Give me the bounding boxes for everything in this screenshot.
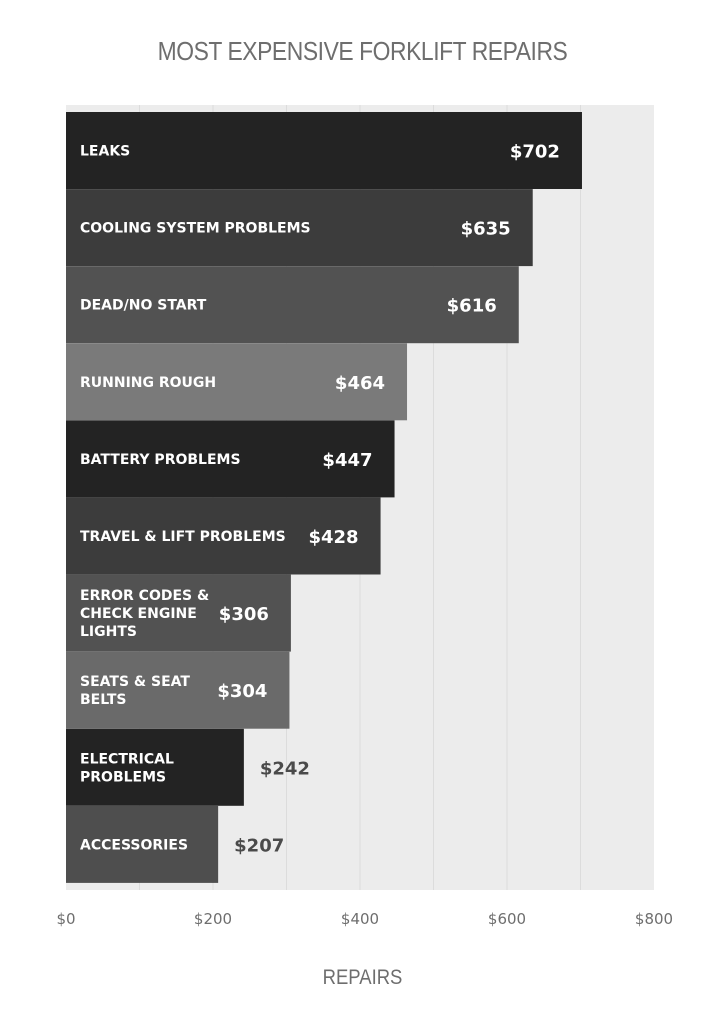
x-axis-title: REPAIRS [322, 966, 403, 989]
bar-category-label: LEAKS [80, 143, 131, 160]
bar-category-label: BATTERY PROBLEMS [80, 451, 241, 468]
bar-group [66, 343, 407, 420]
bar-group [66, 420, 395, 497]
bar-value-label: $635 [460, 218, 511, 240]
bar-value-label: $428 [308, 527, 359, 548]
x-axis-ticks [56, 910, 673, 928]
bar-value-label: $447 [322, 449, 373, 471]
x-tick-label: $200 [193, 910, 233, 928]
bar-value-label: $306 [218, 604, 269, 626]
bar-value-label: $304 [217, 681, 268, 703]
x-tick-label: $400 [340, 910, 380, 928]
x-tick-label: $800 [634, 910, 674, 928]
chart-title: MOST EXPENSIVE FORKLIFT REPAIRS [157, 36, 568, 66]
x-tick-label: $0 [56, 910, 76, 928]
bar-category-label: ACCESSORIES [80, 837, 189, 854]
bar-value-label: $207 [234, 835, 285, 857]
bar-value-label: $242 [259, 758, 310, 780]
bar-group [66, 498, 381, 575]
bar [66, 112, 582, 189]
bar-value-label: $464 [334, 372, 386, 394]
bar-value-label: $616 [446, 295, 497, 317]
bar-value-label: $702 [509, 141, 560, 163]
bar-group [66, 189, 533, 266]
bar-category-label: ERROR CODES & CHECK ENGINE LIGHTS [80, 588, 210, 641]
x-tick-label: $600 [487, 910, 527, 928]
bar-group [66, 266, 519, 343]
bar-category-label: TRAVEL & LIFT PROBLEMS [80, 529, 286, 545]
bar-category-label: ELECTRICAL PROBLEMS [80, 751, 174, 786]
bar-group [66, 652, 289, 729]
bar-group [66, 112, 582, 189]
bar-category-label: DEAD/NO START [80, 297, 207, 314]
bar-category-label: RUNNING ROUGH [80, 374, 217, 391]
bar-category-label: COOLING SYSTEM PROBLEMS [80, 220, 311, 237]
bar-category-label: SEATS & SEAT BELTS [80, 674, 190, 709]
bar-group [66, 575, 291, 652]
